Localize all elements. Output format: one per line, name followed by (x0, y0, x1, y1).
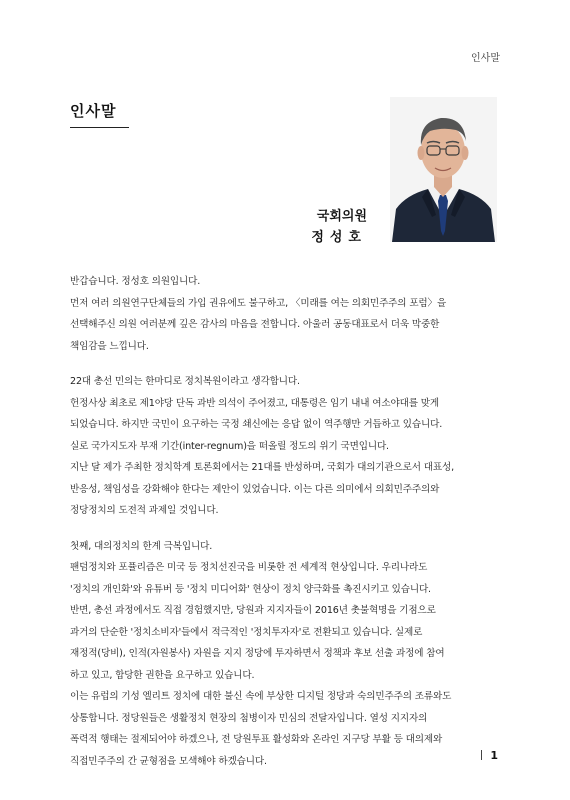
text-line: 반갑습니다. 정성호 의원입니다. (70, 276, 201, 287)
text-line: 직접민주주의 간 균형점을 모색해야 하겠습니다. (70, 755, 267, 767)
text-line: 첫째, 대의정치의 한계 극복입니다. (70, 540, 213, 552)
paragraph-greeting (70, 271, 500, 357)
text-line: 반면, 총선 과정에서도 직접 경험했지만, 당원과 지지자들이 2016년 촛불혁명을 기점으로 (70, 605, 436, 616)
page-footer (481, 749, 498, 762)
text-line: 이는 유럽의 기성 엘리트 정치에 대한 불신 속에 부상한 디지털 정당과 숙의민주주의 조류와도 (70, 691, 452, 702)
text-line: 폭력적 행태는 절제되어야 하겠으나, 전 당원투표 활성화와 온라인 지구당 부활 등 대의제와 (70, 734, 443, 745)
text-line: 선택해주신 의원 여러분께 깊은 감사의 마음을 전합니다. 아울러 공동대표로서 더욱 막중한 (70, 319, 440, 330)
paragraph-first-task (70, 536, 500, 773)
body-text (70, 271, 500, 786)
page-number: 1 (490, 749, 498, 762)
text-line: 실로 국가지도자 부재 기간(inter-regnum)을 떠올릴 정도의 위기 국면입니다. (70, 440, 389, 452)
footer-divider (481, 750, 482, 760)
portrait-photo (390, 97, 497, 242)
signature-name: 정성호 (311, 230, 367, 245)
text-line: 정당정치의 도전적 과제일 것입니다. (70, 505, 219, 516)
text-line: 되었습니다. 하지만 국민이 요구하는 국정 쇄신에는 응답 없이 역주행만 거듭하고 있습니다. (70, 419, 443, 430)
text-line: 책임감을 느낍니다. (70, 340, 149, 352)
text-line: 22대 총선 민의는 한마디로 정치복원이라고 생각합니다. (70, 376, 300, 387)
text-line: 지난 달 제가 주최한 정치학계 토론회에서는 21대를 반성하며, 국회가 대의기관으로서 대표성, (70, 462, 455, 473)
text-line: 하고 있고, 합당한 권한을 요구하고 있습니다. (70, 669, 255, 681)
text-line: 헌정사상 최초로 제1야당 단독 과반 의석이 주어졌고, 대통령은 임기 내내 여소야대를 맞게 (70, 397, 439, 409)
text-line: '정치의 개인화'와 유튜버 등 '정치 미디어화' 현상이 정치 양극화를 촉진시키고 있습니다. (70, 583, 431, 595)
signature-role: 국회의원 (316, 209, 367, 224)
running-header: 인사말 (471, 53, 500, 64)
paragraph-election (70, 371, 500, 522)
text-line: 먼저 여러 의원연구단체들의 가입 권유에도 불구하고, 〈미래를 여는 의회민주주의 포럼〉을 (70, 297, 447, 309)
text-line: 상통합니다. 정당원들은 생활정치 현장의 첨병이자 민심의 전달자입니다. 열성 지지자의 (70, 712, 428, 724)
text-line: 팬덤정치와 포퓰리즘은 미국 등 정치선진국을 비롯한 전 세계적 현상입니다. 우리나라도 (70, 562, 428, 573)
text-line: 재정적(당비), 인적(자원봉사) 자원을 지지 정당에 투자하면서 정책과 후보 선출 과정에 참여 (70, 648, 445, 659)
text-line: 반응성, 책임성을 강화해야 한다는 제안이 있었습니다. 이는 다른 의미에서 의회민주주의와 (70, 483, 440, 495)
page-title: 인사말 (70, 100, 129, 128)
text-line: 과거의 단순한 '정치소비자'들에서 적극적인 '정치투자자'로 전환되고 있습니다. 실제로 (70, 626, 423, 638)
